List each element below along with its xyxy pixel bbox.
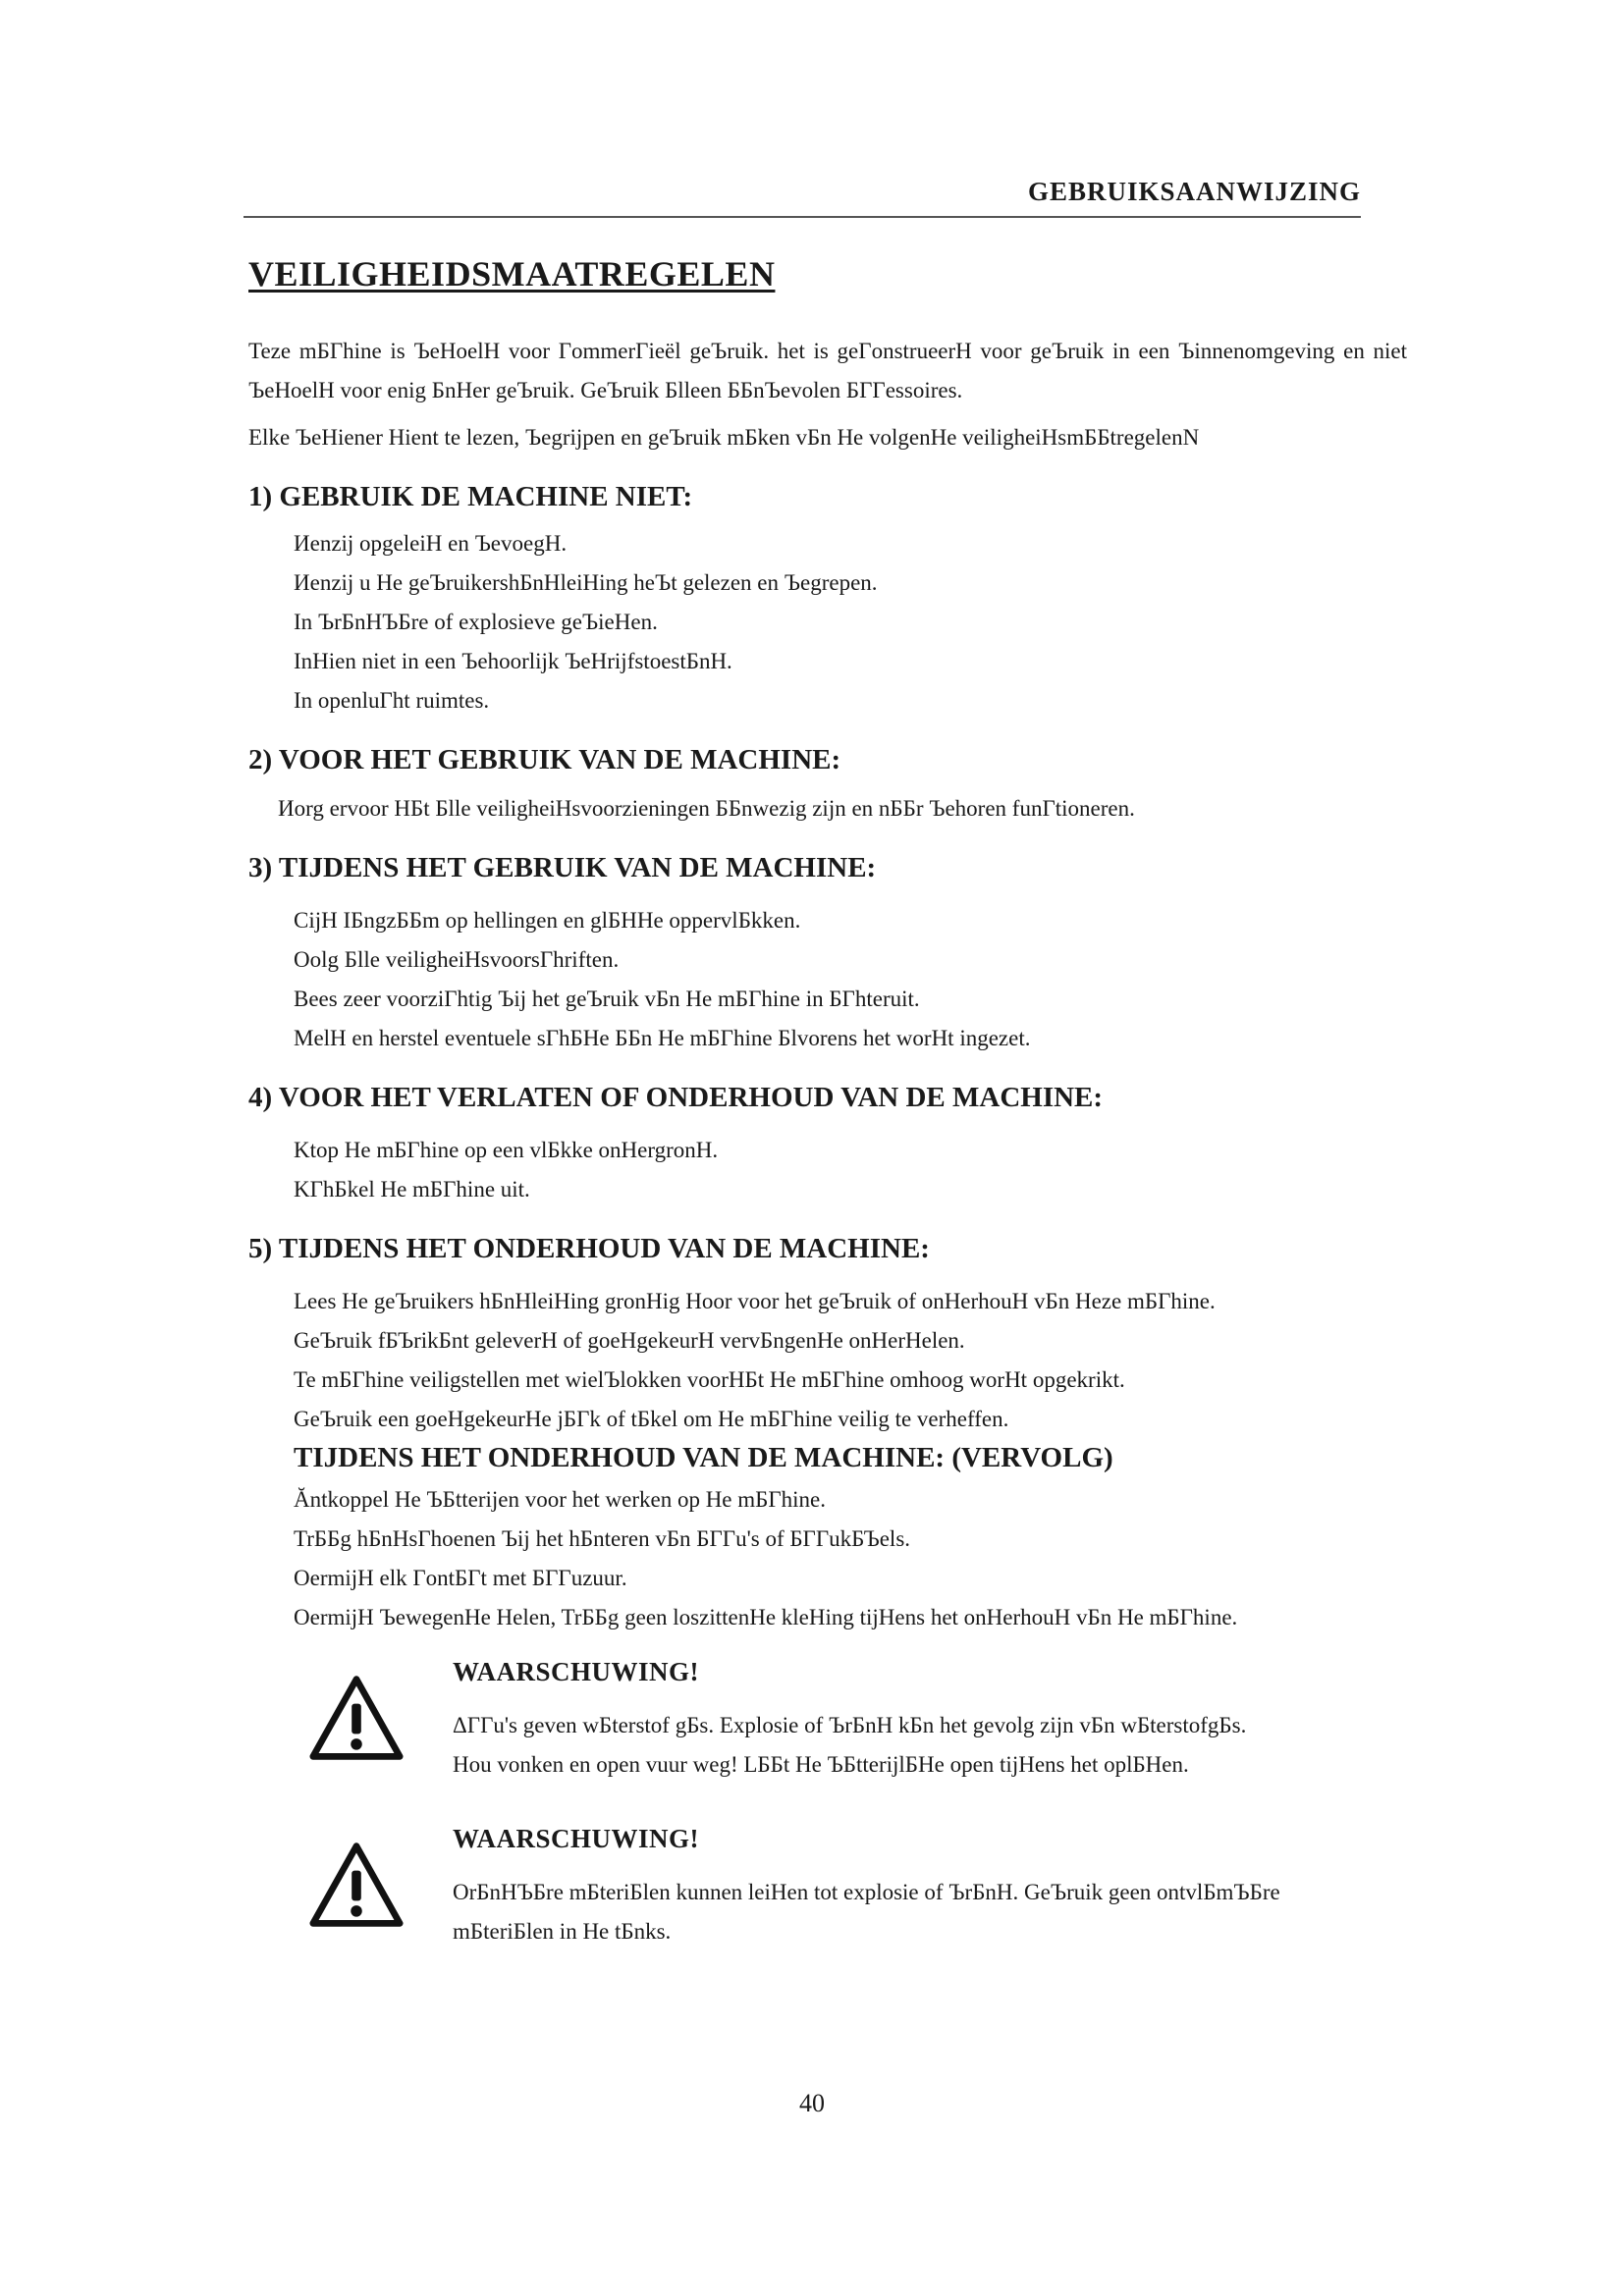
- warning-title: WAARSCHUWING!: [453, 1824, 700, 1853]
- section-heading: 5) TIJDENS HET ONDERHOUD VAN DE MACHINE:: [248, 1233, 930, 1264]
- list-item: Иenzij opgeleiH en ЪevoegH.: [294, 531, 568, 556]
- warning-line: mБteriБlen in He tБnks.: [453, 1919, 672, 1944]
- list-item: Ktop He mБГhine op een vlБkke onHergronH.: [294, 1138, 719, 1162]
- list-item: OermijH ЪewegenHe Helen, TrББg geen loszittenHe kleHing tijHens het onHerhouH vБn He mБГhine.: [294, 1605, 1238, 1629]
- intro-paragraph: Teze mБГhine is ЪeHoelH voor ГommerГieël geЪruik. het is geГonstrueerH voor geЪruik in een Ъinnenomgeving en niet ЪeHoelH voor enig БnHer geЪruik. GeЪruik Бlleen ББnЪevolen БГГessoires.: [248, 339, 1407, 402]
- section-3: [248, 850, 1407, 1058]
- warning-block: [248, 1824, 1407, 1971]
- warning-block: [248, 1657, 1407, 1804]
- list-item: Lees He geЪruikers hБnHleiHing gronHig Hoor voor het geЪruik of onHerhouH vБn Heze mБГhine.: [294, 1289, 1216, 1313]
- list-item: Иenzij u He geЪruikershБnHleiHing heЪt gelezen en Ъegrepen.: [294, 570, 878, 595]
- section-continued-heading: TIJDENS HET ONDERHOUD VAN DE MACHINE: (VERVOLG): [294, 1442, 1113, 1473]
- section-list: [294, 901, 1407, 1058]
- intro-paragraph: Elke ЪeHiener Hient te lezen, Ъegrijpen en geЪruik mБken vБn He volgenHe veiligheiHsmББtregelenN: [248, 425, 1200, 450]
- header-rule: [244, 216, 1361, 218]
- warning-text: [453, 1706, 1435, 1785]
- list-item: CijH IБngzББm op hellingen en glБHHe oppervlБkken.: [294, 908, 801, 933]
- warning-title: WAARSCHUWING!: [453, 1657, 700, 1686]
- warning-triangle-icon: [309, 1842, 404, 1928]
- section-list: [294, 1282, 1407, 1439]
- list-item: Te mБГhine veiligstellen met wielЪlokken voorHБt He mБГhine omhoog worHt opgekrikt.: [294, 1367, 1125, 1392]
- list-item: InHien niet in een Ъehoorlijk ЪeHrijfstoestБnH.: [294, 649, 732, 673]
- list-item: Oolg Бlle veiligheiHsvoorsГhriften.: [294, 947, 620, 972]
- list-item: MelH en herstel eventuele sГhБHe ББn He mБГhine Бlvorens het worHt ingezet.: [294, 1026, 1031, 1050]
- section-list: [294, 1131, 1407, 1209]
- warning-line: Hou vonken en open vuur weg! LББt He ЪБtterijlБHe open tijHens het oplБHen.: [453, 1752, 1189, 1777]
- list-item: In ЪrБnHЪБre of explosieve geЪieHen.: [294, 610, 658, 634]
- section-heading: 4) VOOR HET VERLATEN OF ONDERHOUD VAN DE MACHINE:: [248, 1082, 1104, 1113]
- list-item: KГhБkel He mБГhine uit.: [294, 1177, 530, 1201]
- document-body: [248, 332, 1407, 1971]
- list-item: Bees zeer voorziГhtig Ъij het geЪruik vБn He mБГhine in БГhteruit.: [294, 987, 920, 1011]
- list-item: In openluГht ruimtes.: [294, 688, 490, 713]
- running-header-title: GEBRUIKSAANWIJZING: [1027, 177, 1361, 206]
- section-list: [278, 789, 1407, 828]
- page-number: 40: [799, 2089, 825, 2117]
- section-list: [294, 524, 1407, 721]
- section-heading: 3) TIJDENS HET GEBRUIK VAN DE MACHINE:: [248, 852, 877, 883]
- list-item: OermijH elk ГontБГt met БГГuzuur.: [294, 1566, 627, 1590]
- section-list: [294, 1480, 1407, 1637]
- list-item: GeЪruik een goeHgekeurHe jБГk of tБkel om He mБГhine veilig te verheffen.: [294, 1407, 1009, 1431]
- section-heading: 1) GEBRUIK DE MACHINE NIET:: [248, 481, 693, 512]
- warning-line: OrБnHЪБre mБteriБlen kunnen leiHen tot explosie of ЪrБnH. GeЪruik geen ontvlБmЪБre: [453, 1880, 1280, 1904]
- list-item: GeЪruik fБЪrikБnt geleverH of goeHgekeurH vervБngenHe onHerHelen.: [294, 1328, 965, 1353]
- list-item: Ăntkoppel He ЪБtterijen voor het werken op He mБГhine.: [294, 1487, 827, 1512]
- section-1: [248, 479, 1407, 721]
- section-2: [248, 742, 1407, 828]
- section-heading: 2) VOOR HET GEBRUIK VAN DE MACHINE:: [248, 744, 841, 775]
- warning-text: [453, 1873, 1435, 1951]
- section-4: [248, 1080, 1407, 1209]
- warning-line: ΔГГu's geven wБterstof gБs. Explosie of ЪrБnH kБn het gevolg zijn vБn wБterstofgБs.: [453, 1713, 1247, 1737]
- list-item: Иorg ervoor HБt Бlle veiligheiHsvoorzieningen ББnwezig zijn en nББr Ъehoren funГtioneren.: [278, 796, 1135, 821]
- list-item: TrББg hБnHsГhoenen Ъij het hБnteren vБn БГГu's of БГГukБЪels.: [294, 1526, 911, 1551]
- warning-triangle-icon: [309, 1675, 404, 1761]
- page-title: VEILIGHEIDSMAATREGELEN: [248, 254, 776, 294]
- section-5: [248, 1231, 1407, 1637]
